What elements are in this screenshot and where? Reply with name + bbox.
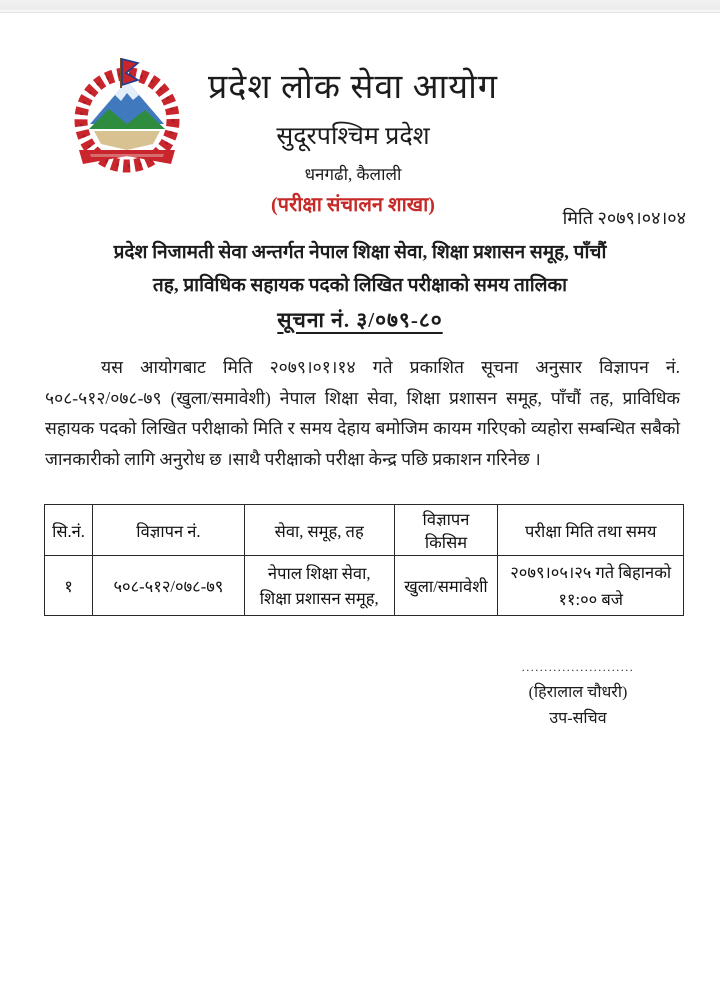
cell-serial-number: १ (45, 556, 93, 616)
notice-date: मिति २०७९।०४।०४ (562, 208, 686, 228)
province-name: सुदूरपश्चिम प्रदेश (276, 123, 430, 150)
header-exam-date-time: परीक्षा मिति तथा समय (498, 505, 684, 556)
cell-service-group-level: नेपाल शिक्षा सेवा, शिक्षा प्रशासन समूह, (244, 556, 394, 616)
notice-title-line1: प्रदेश निजामती सेवा अन्तर्गत नेपाल शिक्षा सेवा, शिक्षा प्रशासन समूह, पाँचौं (113, 242, 607, 263)
page-top-strip (0, 0, 720, 13)
office-location: धनगढी, कैलाली (304, 165, 402, 184)
notice-title-line2: तह, प्राविधिक सहायक पदको लिखित परीक्षाको समय तालिका (152, 275, 568, 296)
signature-dotted-line: ......................... (521, 660, 635, 674)
notice-body-paragraph: यस आयोगबाट मिति २०७९।०१।१४ गते प्रकाशित सूचना अनुसार विज्ञापन नं. ५०८-५१२/०७८-७९ (खुला/समावेशी) नेपाल शिक्षा सेवा, शिक्षा प्रशासन समूह, पाँचौं तह, प्राविधिक सहायक पदको लिखित परीक्षाको मिति र समय देहाय बमोजिम कायम गरिएको व्यहोरा सम्बन्धित सबैको जानकारीको लागि अनुरोध छ ।साथै परीक्षाको परीक्षा केन्द्र पछि प्रकाशन गरिनेछ । (45, 357, 680, 469)
table-header-row (45, 505, 684, 556)
signatory-designation: उप-सचिव (549, 710, 607, 727)
branch-name: (परीक्षा संचालन शाखा) (271, 194, 435, 216)
table-row (45, 556, 684, 616)
notice-title (60, 236, 660, 302)
exam-schedule-table (44, 504, 684, 616)
signatory-name: (हिरालाल चौधरी) (528, 684, 628, 701)
notice-number: सूचना नं. ३/०७९-८० (277, 308, 443, 332)
organization-name: प्रदेश लोक सेवा आयोग (207, 69, 499, 106)
header-advertisement-number: विज्ञापन नं. (92, 505, 244, 556)
header-serial-number: सि.नं. (45, 505, 93, 556)
cell-exam-date-time: २०७९।०५।२५ गते बिहानको ११:०० बजे (498, 556, 684, 616)
cell-advertisement-type: खुला/समावेशी (394, 556, 498, 616)
cell-advertisement-number: ५०८-५१२/०७८-७९ (92, 556, 244, 616)
letterhead (0, 62, 706, 217)
notice-number-row (0, 306, 720, 334)
header-advertisement-type: विज्ञापन किसिम (394, 505, 498, 556)
signature-block (472, 660, 684, 732)
header-service-group-level: सेवा, समूह, तह (244, 505, 394, 556)
